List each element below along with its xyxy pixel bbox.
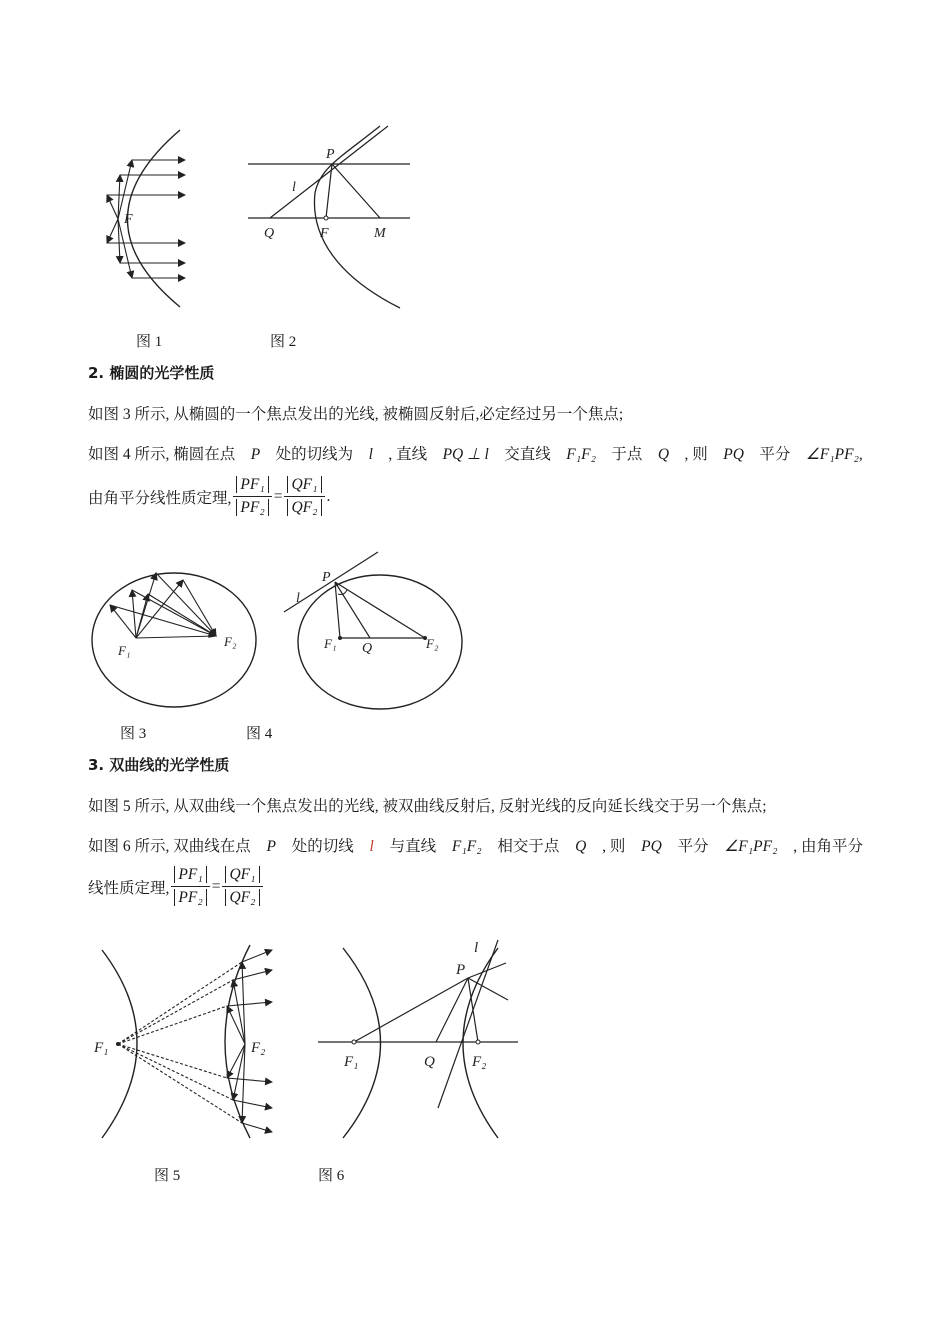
s3-point-Q: Q bbox=[575, 838, 587, 855]
fig4-label-F2: F₂ bbox=[426, 636, 439, 651]
fig4-label-F1: F₁ bbox=[324, 636, 337, 651]
fig2-label-F: F bbox=[320, 226, 329, 241]
s3-angle: ∠F₁PF₂ bbox=[724, 838, 778, 855]
fig2-label-l: l bbox=[292, 180, 296, 195]
section3-line3 bbox=[88, 866, 265, 907]
section2-heading: 2. 椭圆的光学性质 bbox=[88, 364, 215, 382]
section3-line1: 如图 5 所示, 从双曲线一个焦点发出的光线, 被双曲线反射后, 反射光线的反向延长线交于另一个焦点; bbox=[88, 798, 767, 815]
fig2-label-M: M bbox=[374, 226, 386, 241]
s3-text-g: , 由角平分 bbox=[793, 838, 863, 855]
s2-text-f: , 则 bbox=[684, 446, 708, 463]
s2-F1F2: F₁F₂ bbox=[566, 446, 596, 463]
s2-frac-den-right: QF₂ bbox=[287, 499, 321, 516]
s3-frac-den-left: PF₂ bbox=[174, 889, 206, 906]
section3-heading: 3. 双曲线的光学性质 bbox=[88, 756, 230, 774]
s3-fraction-left bbox=[171, 866, 209, 907]
s3-text-c: 与直线 bbox=[389, 838, 437, 855]
s3-frac-num-right: QF₁ bbox=[225, 866, 259, 883]
figure-1-parabola-reflection bbox=[80, 115, 200, 315]
caption-fig2: 图 2 bbox=[270, 334, 297, 350]
fig6-label-Q: Q bbox=[424, 1054, 435, 1070]
caption-fig4: 图 4 bbox=[246, 726, 273, 742]
caption-fig6: 图 6 bbox=[318, 1168, 345, 1184]
s2-frac-den-left: PF₂ bbox=[236, 499, 268, 516]
fig3-label-F1: F₁ bbox=[118, 643, 131, 658]
s3-text-a: 如图 6 所示, 双曲线在点 bbox=[88, 838, 251, 855]
s2-line3-text: 由角平分线性质定理, bbox=[88, 489, 232, 507]
s3-fraction-right bbox=[222, 866, 262, 907]
section3-line2 bbox=[88, 834, 863, 856]
fig4-label-Q: Q bbox=[362, 641, 373, 656]
fig5-label-F1: F₁ bbox=[94, 1040, 109, 1056]
figure-6-hyperbola-tangent bbox=[318, 938, 523, 1143]
s3-frac-den-right: QF₂ bbox=[225, 889, 259, 906]
s2-PQ: PQ bbox=[723, 446, 744, 463]
s3-equals: = bbox=[211, 877, 221, 895]
s2-text-e: 于点 bbox=[611, 446, 643, 463]
s2-point-P: P bbox=[250, 446, 261, 463]
s3-frac-num-left: PF₁ bbox=[174, 866, 206, 883]
s2-frac-num-left: PF₁ bbox=[236, 476, 268, 493]
figure-4-ellipse-tangent bbox=[280, 548, 470, 713]
s2-period: . bbox=[326, 487, 331, 505]
section2-line1: 如图 3 所示, 从椭圆的一个焦点发出的光线, 被椭圆反射后,必定经过另一个焦点; bbox=[88, 406, 624, 423]
s2-fraction-left bbox=[233, 476, 271, 517]
s2-frac-num-right: QF₁ bbox=[287, 476, 321, 493]
s2-text-d: 交直线 bbox=[504, 446, 551, 463]
fig4-label-P: P bbox=[322, 570, 331, 585]
s3-PQ: PQ bbox=[641, 838, 662, 855]
fig2-label-Q: Q bbox=[264, 226, 275, 241]
fig6-label-P: P bbox=[456, 962, 466, 978]
s2-text-a: 如图 4 所示, 椭圆在点 bbox=[88, 446, 236, 463]
figure-5-hyperbola-reflection bbox=[90, 940, 285, 1145]
fig6-label-F1: F₁ bbox=[344, 1054, 359, 1070]
caption-fig1: 图 1 bbox=[136, 334, 163, 350]
s2-pq-perp-l: PQ ⊥ l bbox=[442, 446, 489, 463]
s3-text-b: 处的切线 bbox=[291, 838, 354, 855]
s2-text-g: 平分 bbox=[759, 446, 791, 463]
s2-equals: = bbox=[273, 487, 283, 505]
fig6-label-F2: F₂ bbox=[472, 1054, 487, 1070]
s3-line-l: l bbox=[369, 838, 374, 855]
caption-fig5: 图 5 bbox=[154, 1168, 181, 1184]
s2-fraction-right bbox=[284, 476, 324, 517]
fig6-label-l: l bbox=[474, 940, 479, 956]
s2-line-l: l bbox=[368, 446, 373, 463]
fig2-label-P: P bbox=[326, 147, 335, 162]
s2-angle: ∠F₁PF₂, bbox=[805, 446, 863, 463]
s3-line3-text: 线性质定理, bbox=[88, 879, 170, 897]
s3-F1F2: F₁F₂ bbox=[451, 838, 482, 855]
figure-2-parabola-tangent bbox=[240, 118, 420, 313]
s3-text-d: 相交于点 bbox=[497, 838, 560, 855]
fig4-label-l: l bbox=[296, 591, 300, 606]
s2-text-b: 处的切线为 bbox=[275, 446, 354, 463]
s3-text-e: , 则 bbox=[602, 838, 626, 855]
section2-line3 bbox=[88, 476, 330, 517]
fig5-label-F2: F₂ bbox=[251, 1040, 266, 1056]
s2-point-Q: Q bbox=[657, 446, 670, 463]
caption-fig3: 图 3 bbox=[120, 726, 147, 742]
s3-point-P: P bbox=[266, 838, 276, 855]
s2-text-c: , 直线 bbox=[388, 446, 428, 463]
section2-line2 bbox=[88, 442, 863, 464]
fig3-label-F2: F₂ bbox=[224, 634, 237, 649]
fig1-label-F: F bbox=[124, 212, 133, 227]
s3-text-f: 平分 bbox=[677, 838, 709, 855]
figure-3-ellipse-reflection bbox=[88, 560, 263, 710]
